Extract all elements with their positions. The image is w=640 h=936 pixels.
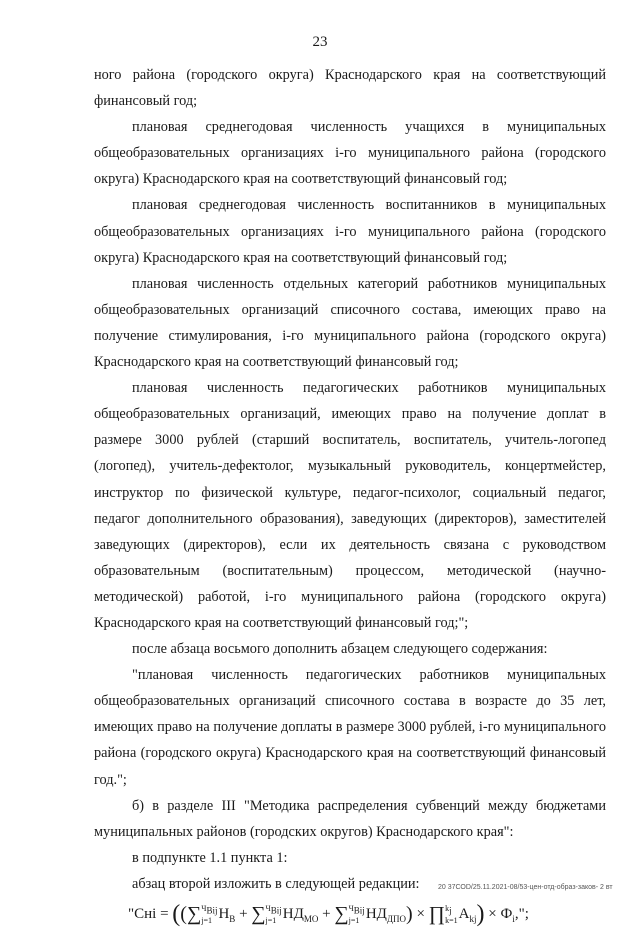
sum-lower-2: j=1 [265,915,277,925]
paragraph-2: плановая среднегодовая численность учащихся в муниципальных общеобразовательных организациях i-го муниципального района (городского округа) Краснодарского края на соответствующий финансовый год; [94,119,606,188]
times-2: × [488,906,497,922]
term-nv [218,906,235,922]
sum-icon: ∑ [334,903,349,925]
plus-2: + [322,906,331,922]
formula-eq: = [160,906,169,922]
product-icon: ∏ [428,903,446,925]
term-akj [459,906,477,922]
sum-icon: ∑ [251,903,266,925]
sum-upper-2: Ч [265,904,271,914]
term2-sub: МО [303,914,319,924]
inner-open-paren: ( [180,903,187,925]
sum-lower-1: j=1 [201,915,212,925]
paragraph-1: ного района (городского округа) Краснодарского края на соответствующий финансовый год; [94,67,606,110]
sum-icon: ∑ [186,903,202,925]
plus-1: + [239,906,248,922]
term-nddpo [366,906,406,922]
sum-limits-3 [349,904,365,925]
term3: НД [365,906,387,922]
outer-open-paren: ( [172,901,181,927]
sum-lower-3: j=1 [348,915,360,925]
sum-upper-sub-2: Вij [270,905,282,916]
sum-limits-1 [201,904,217,925]
phi: Ф [500,906,513,922]
formula-cni [94,897,606,931]
paragraph-6: после абзаца восьмого дополнить абзацем следующего содержания: [132,641,548,658]
prod-term-sub: kj [469,914,477,924]
paragraph-9: в подпункте 1.1 пункта 1: [132,849,288,866]
page-number: 23 [312,34,328,50]
footer-document-code: 20 37СОD/25.11.2021-08/53-цен-отд-образ-заков- 2 вт [438,884,613,891]
sum-upper-1: Ч [201,904,207,914]
prod-upper: k [445,904,450,914]
paragraph-4: плановая численность отдельных категорий работников муниципальных общеобразовательных организаций списочного состава, имеющих право на получение стимулирования, i-го муниципального района (городского округа) Краснодарского края на соответствующий финансовый год; [94,275,606,371]
prod-lower: k=1 [445,915,458,925]
paragraph-3: плановая среднегодовая численность воспитанников в муниципальных общеобразовательных организациях i-го муниципального района (городского округа) Краснодарского края на соответствующий финансовый год; [94,197,606,266]
paragraph-5: плановая численность педагогических работников муниципальных общеобразовательных организаций, имеющих право на получение доплат в размере 3000 рублей (старший воспитатель, воспитатель, учитель-логопед (логопед), учитель-дефектолог, музыкальный руководитель, концертмейстер, инструктор по физической культуре, педагог-психолог, социальный педагог, педагог дополнительного образования), заведующих (директоров), заместителей заведующих (директоров), если их деятельность связана с руководством образовательным (воспитательным) процессом, методической (научно-методической) работой, i-го муниципального района (городского округа) Краснодарского края на соответствующий финансовый год;"; [94,380,606,631]
term2: НД [282,906,304,922]
prod-term: А [458,906,470,922]
phi-sub: i [512,914,515,924]
term1: Н [218,906,230,922]
sum-upper-sub-3: Вij [353,905,365,916]
term3-sub: ДПО [386,914,407,924]
times-1: × [416,906,425,922]
paragraph-10: абзац второй изложить в следующей редакции: [132,875,420,892]
term-ndmo [283,906,319,922]
inner-close-paren: ) [406,903,413,925]
sum-upper-sub-1: Вij [206,905,218,916]
sum-upper-3: Ч [348,904,354,914]
formula-lhs: "Cнi [128,906,157,922]
prod-limits [445,904,458,925]
term-phi [500,906,514,922]
term1-sub: В [229,914,236,924]
outer-close-paren: ) [476,901,485,927]
prod-upper-sub: j [449,905,452,916]
formula-tail: ,"; [514,906,529,922]
document-body [94,62,606,931]
paragraph-7: "плановая численность педагогических работников муниципальных общеобразовательных организаций списочного состава в возрасте до 35 лет, имеющих право на получение доплаты в размере 3000 рублей, i-го муниципального района (городского округа) Краснодарского края на соответствующий финансовый год."; [94,667,606,788]
paragraph-8: б) в разделе III "Методика распределения субвенций между бюджетами муниципальных районов (городских округов) Краснодарского края": [94,797,606,840]
sum-limits-2 [266,904,282,925]
